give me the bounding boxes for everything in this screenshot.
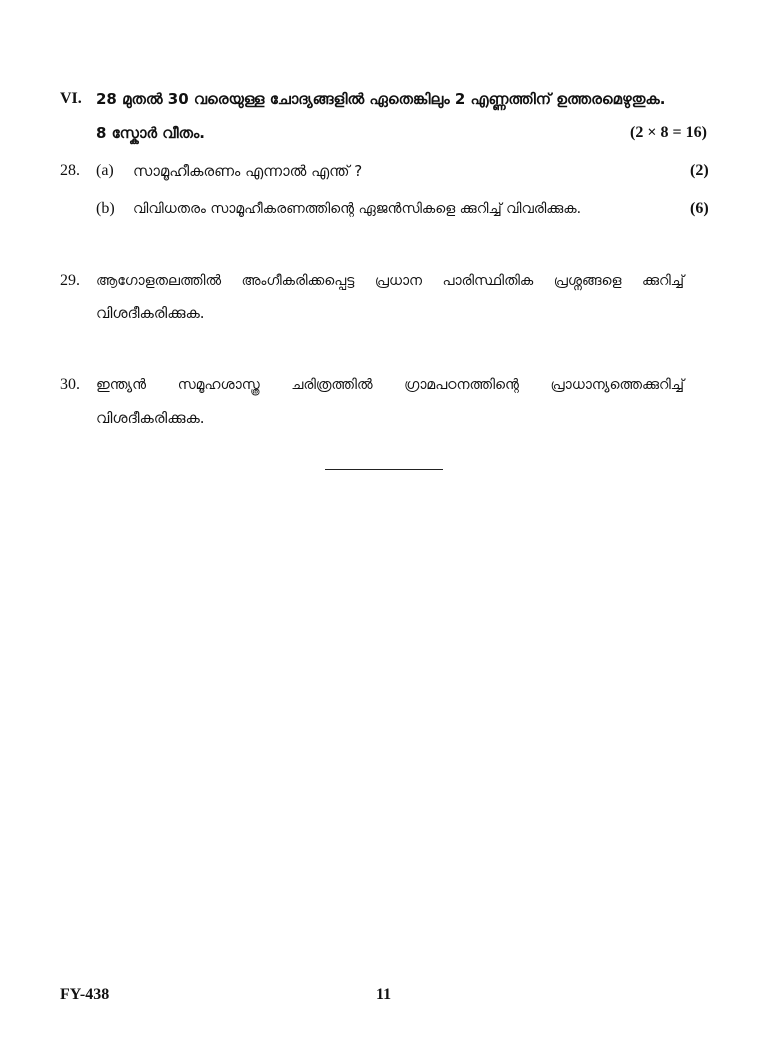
word: സമൂഹശാസ്ത്ര <box>177 377 260 393</box>
part-label-28a: (a) <box>96 162 114 179</box>
word: ചരിത്രത്തിൽ <box>291 377 373 393</box>
question-number-29: 29. <box>60 272 80 289</box>
marks-28b: (6) <box>690 200 709 217</box>
marks-total: (2 × 8 = 16) <box>630 124 707 141</box>
question-text-30-line2: വിശദീകരിക്കുക. <box>96 409 205 427</box>
section-instruction: 28 മുതൽ 30 വരെയുള്ള ചോദ്യങ്ങളിൽ ഏതെങ്കിലും 2 എണ്ണത്തിന് ഉത്തരമെഴുതുക. <box>96 90 666 108</box>
word: പ്രശ്നങ്ങളെ <box>553 273 622 289</box>
end-of-section-rule <box>325 469 443 470</box>
page-number: 11 <box>376 986 392 1003</box>
word: പ്രാധാന്യത്തെക്കുറിച്ച് <box>550 377 684 393</box>
part-label-28b: (b) <box>96 200 115 217</box>
marks-28a: (2) <box>690 162 709 179</box>
marks-note: 8 സ്കോർ വീതം. <box>96 124 205 142</box>
word: ഗ്രാമപഠനത്തിന്റെ <box>404 377 519 393</box>
question-number-30: 30. <box>60 376 80 393</box>
word: ഇന്ത്യൻ <box>96 377 147 393</box>
question-text-28b: വിവിധതരം സാമൂഹീകരണത്തിന്റെ ഏജൻസികളെ ക്കുറിച്ച് വിവരിക്കുക. <box>133 201 582 217</box>
question-text-30-line1 <box>96 375 684 395</box>
word: പാരിസ്ഥിതിക <box>442 273 534 289</box>
word: അംഗീകരിക്കപ്പെട്ട <box>241 273 355 289</box>
question-text-29-line1 <box>96 271 684 291</box>
question-number-28: 28. <box>60 162 80 179</box>
question-text-28a: സാമൂഹീകരണം എന്നാൽ എന്ത് ? <box>133 162 363 180</box>
word: ക്കുറിച്ച് <box>641 273 684 289</box>
question-text-29-line2: വിശദീകരിക്കുക. <box>96 304 205 322</box>
word: ആഗോളതലത്തിൽ <box>96 273 222 289</box>
section-number: VI. <box>60 90 82 107</box>
footer-code: FY-438 <box>60 986 110 1003</box>
word: പ്രധാന <box>374 273 423 289</box>
